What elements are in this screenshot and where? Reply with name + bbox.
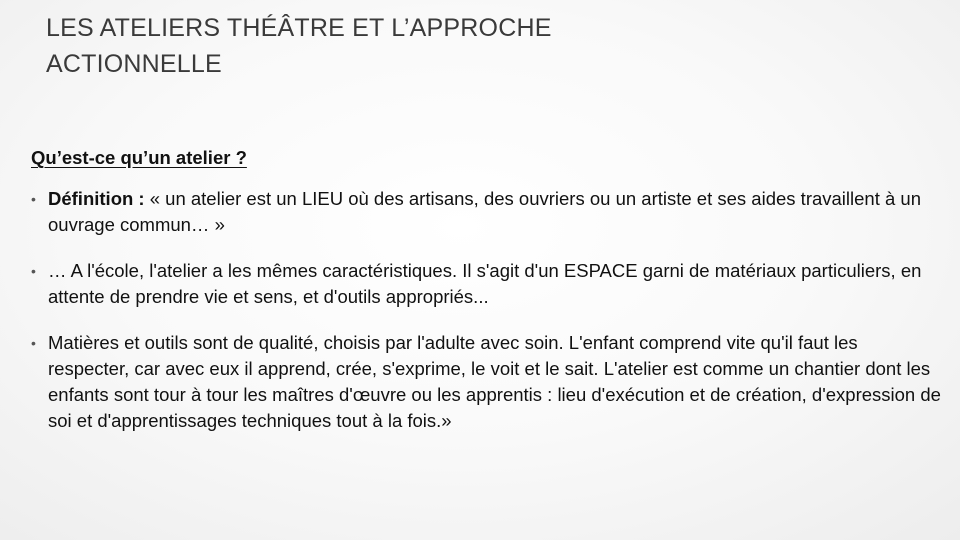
bullet-body: … A l'école, l'atelier a les mêmes caractéristiques. Il s'agit d'un ESPACE garni de matériaux particuliers, en attente de prendre vie et sens, et d'outils appropriés... [48, 260, 922, 307]
bullet-text [48, 186, 941, 238]
bullet-item-school [31, 258, 941, 310]
bullet-body: Matières et outils sont de qualité, choisis par l'adulte avec soin. L'enfant comprend vite qu'il faut les respecter, car avec eux il apprend, crée, s'exprime, le voit et le sait. L'atelier est comme un chantier dont les enfants sont tour à tour les maîtres d'œuvre ou les apprentis : lieu d'exécution et de création, d'expression de soi et d'apprentissages techniques tout à la fois.» [48, 332, 941, 431]
bullet-marker: • [31, 191, 36, 207]
slide-title [46, 10, 906, 82]
bullet-list [31, 186, 941, 434]
slide-title-line-1: LES ATELIERS THÉÂTRE ET L’APPROCHE [46, 14, 552, 42]
bullet-item-materials [31, 330, 941, 434]
bullet-lead: Définition : [48, 188, 145, 209]
section-heading: Qu’est-ce qu’un atelier ? [31, 147, 247, 168]
bullet-item-definition [31, 186, 941, 238]
bullet-body: « un atelier est un LIEU où des artisans, des ouvriers ou un artiste et ses aides travaillent à un ouvrage commun… » [48, 188, 921, 235]
bullet-marker: • [31, 335, 36, 351]
slide-title-line-2: ACTIONNELLE [46, 50, 222, 78]
bullet-marker: • [31, 263, 36, 279]
